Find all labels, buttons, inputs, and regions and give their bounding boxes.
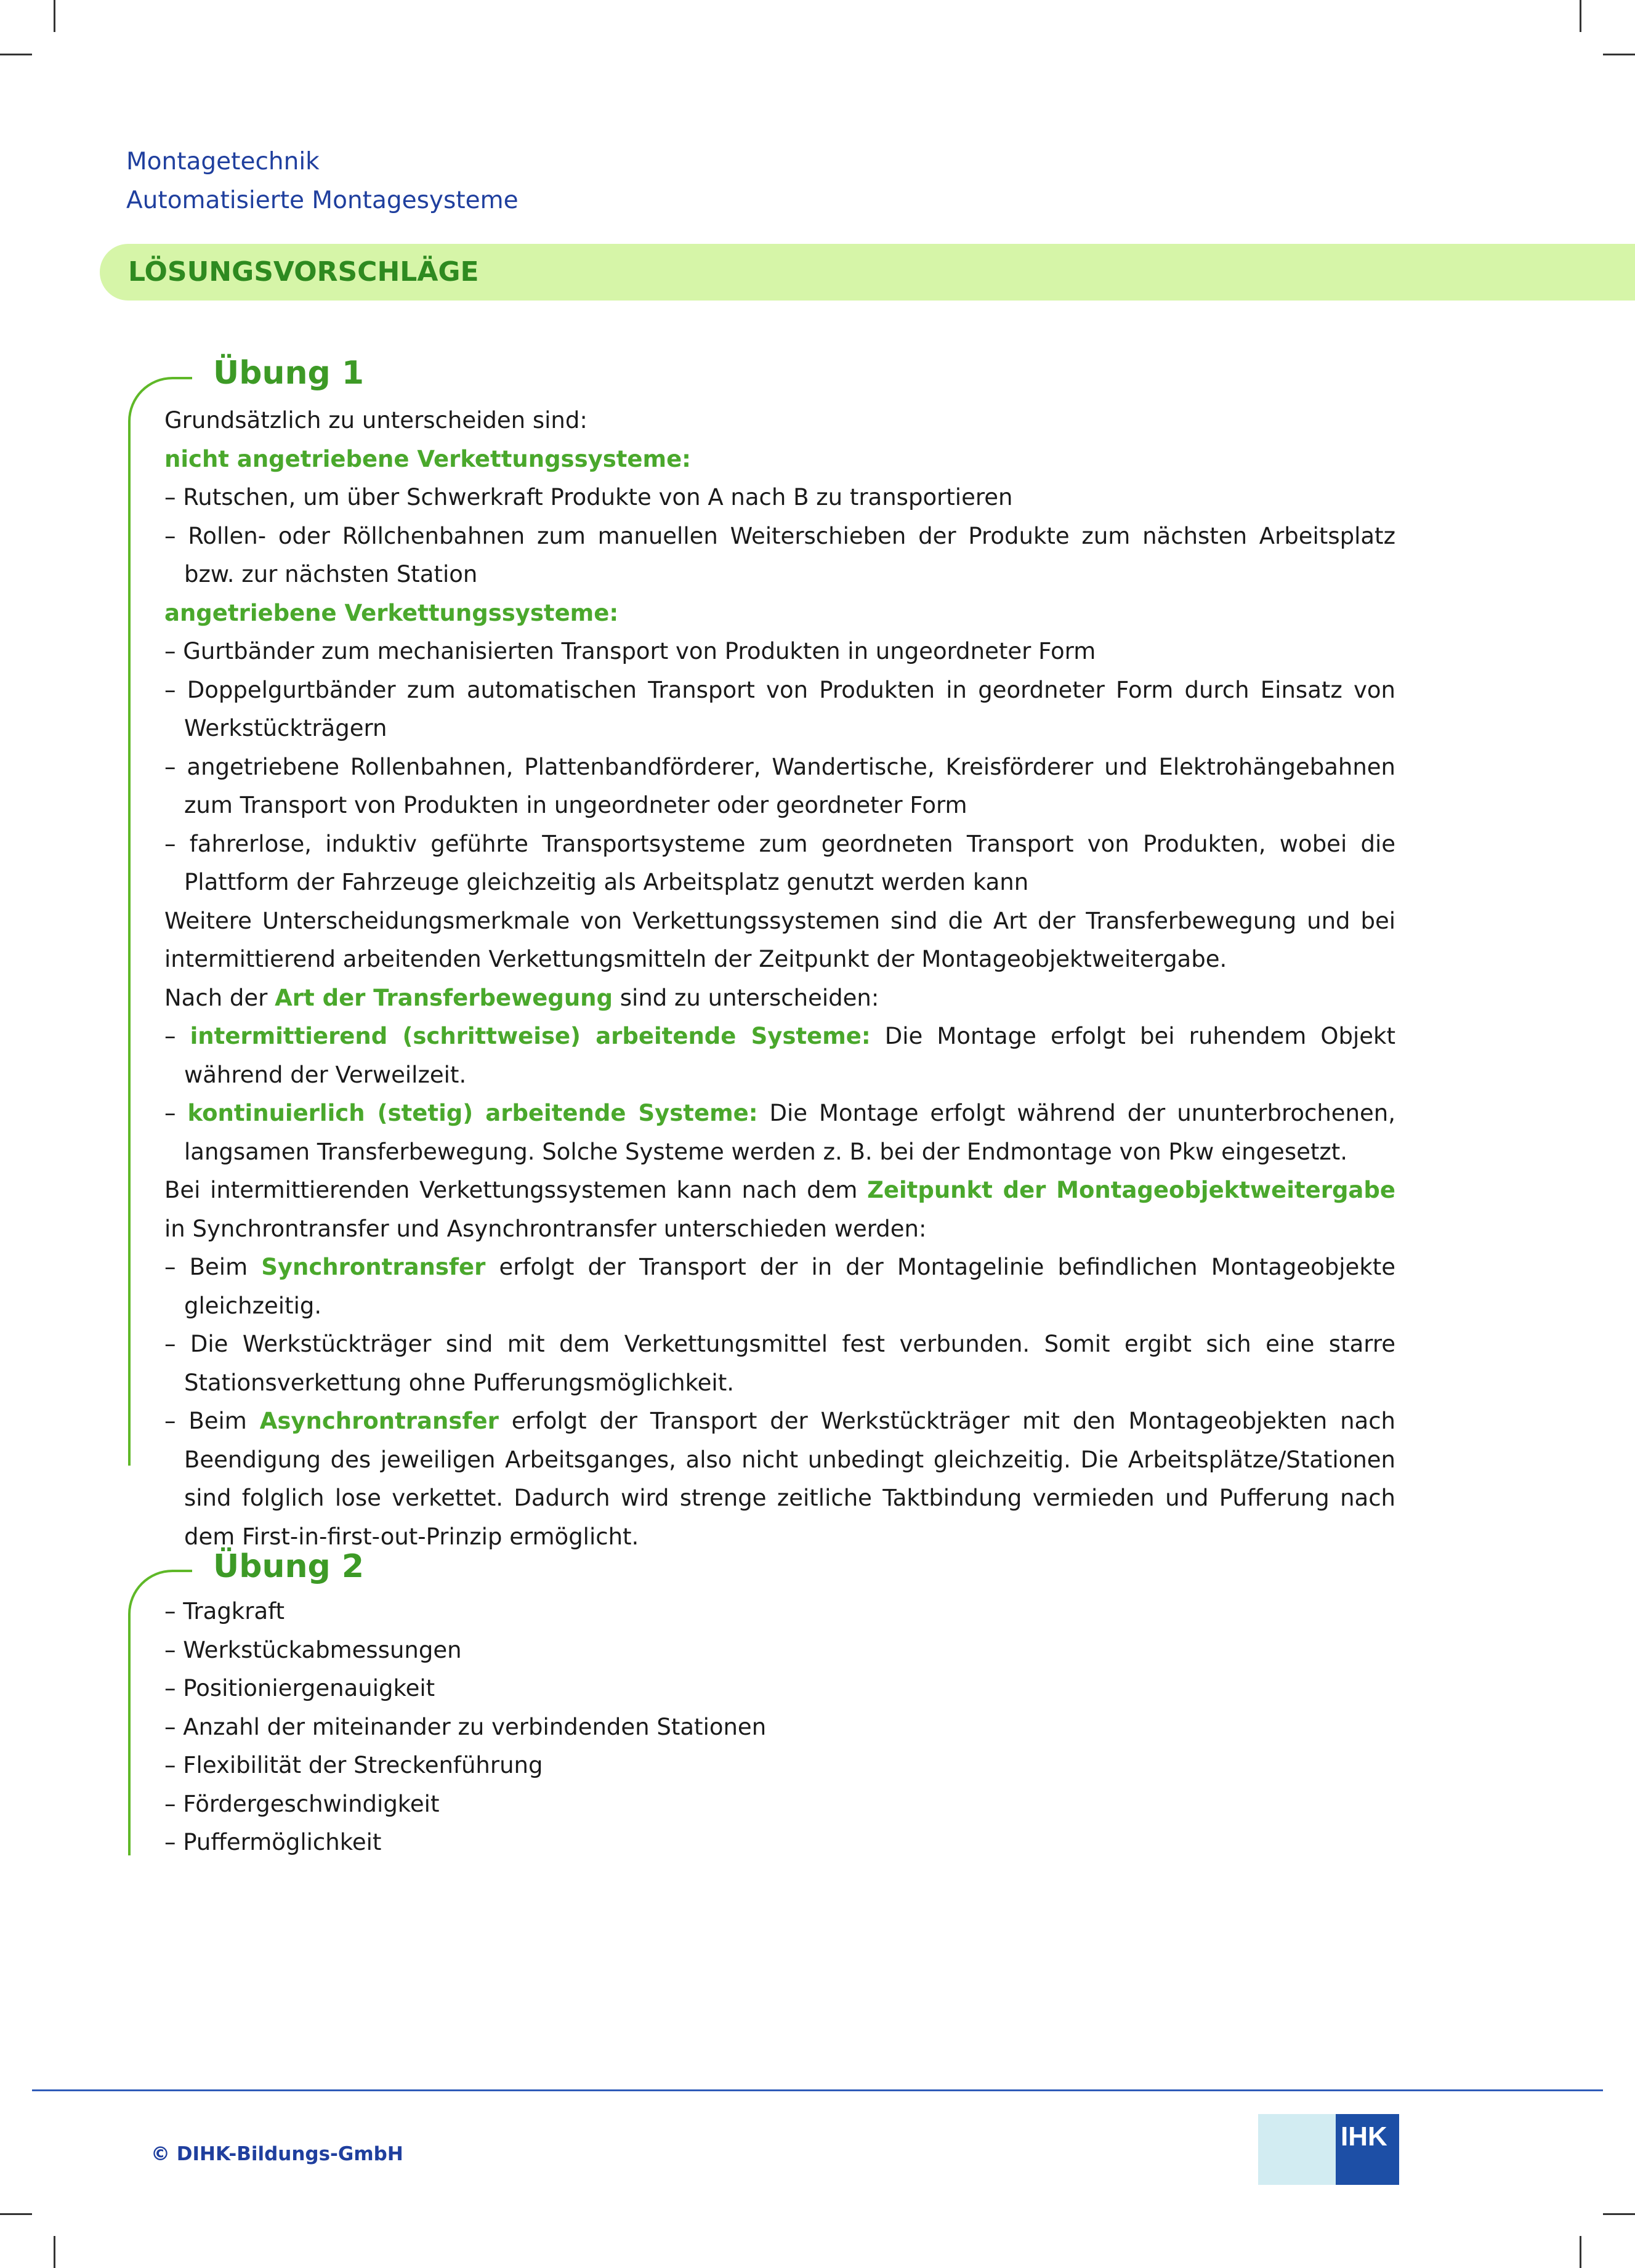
footer-divider [32, 2089, 1603, 2091]
list-item: – fahrerlose, induktiv geführte Transportsysteme zum geordneten Transport von Produkten, wobei die Plattform der Fahrzeuge gleichzeitig als Arbeitsplatz genutzt werden kann [164, 830, 1396, 895]
crop-mark [0, 2213, 32, 2215]
exercise1-paragraph: Weitere Unterscheidungsmerkmale von Verkettungssystemen sind die Art der Transferbewegung und bei intermittierend arbeitenden Verkettungsmitteln der Zeitpunkt der Montageobjektweitergabe. [164, 907, 1395, 972]
ihk-logo [1336, 2114, 1399, 2185]
exercise2-title: Übung 2 [213, 1548, 364, 1585]
list-item: – angetriebene Rollenbahnen, Plattenbandförderer, Wandertische, Kreisförderer und Elektrohängebahnen zum Transport von Produkten in ungeordneter oder geordneter Form [164, 753, 1395, 818]
list-item: – intermittierend (schrittweise) arbeitende Systeme: Die Montage erfolgt bei ruhendem Objekt während der Verweilzeit. [164, 1023, 1395, 1088]
list-item: – kontinuierlich (stetig) arbeitende Systeme: Die Montage erfolgt während der ununterbrochenen, langsamen Transferbewegung. Solche Systeme werden z. B. bei der Endmontage von Pkw eingesetzt. [164, 1100, 1395, 1165]
list-item: – Beim Asynchrontransfer erfolgt der Transport der Werkstückträger mit den Montageobjekten nach Beendigung des jeweiligen Arbeitsganges, also nicht unbedingt gleichzeitig. Die Arbeitsplätze/Stationen sind folglich lose verkettet. Dadurch wird strenge zeitliche Taktbindung vermieden und Pufferung nach dem First-in-first-out-Prinzip ermöglicht. [164, 1408, 1395, 1550]
crop-mark [1580, 2236, 1581, 2268]
header-topic: Automatisierte Montagesysteme [126, 187, 519, 214]
exercise1-intro: Grundsätzlich zu unterscheiden sind: [164, 407, 587, 434]
list-item: – Die Werkstückträger sind mit dem Verkettungsmittel fest verbunden. Somit ergibt sich eine starre Stationsverkettung ohne Pufferungsmöglichkeit. [164, 1331, 1395, 1396]
list-item: – Fördergeschwindigkeit [164, 1790, 440, 1817]
list-item: – Werkstückabmessungen [164, 1636, 462, 1663]
exercise1-heading-a: nicht angetriebene Verkettungssysteme: [164, 445, 691, 472]
crop-mark [54, 2236, 55, 2268]
banner-title: LÖSUNGSVORSCHLÄGE [128, 256, 479, 288]
exercise1-heading-b: angetriebene Verkettungssysteme: [164, 599, 619, 626]
header-subject: Montagetechnik [126, 148, 320, 176]
logo-accent [1258, 2114, 1336, 2185]
exercise1-title: Übung 1 [213, 355, 364, 392]
exercise1-body [164, 402, 1395, 1556]
exercise2-body [164, 1592, 1395, 1862]
logo-text: IHK [1341, 2121, 1387, 2152]
crop-mark [54, 0, 55, 32]
list-item: – Tragkraft [164, 1598, 285, 1624]
crop-mark [0, 54, 32, 55]
exercise2-bracket-line [128, 1618, 131, 1855]
list-item: – Anzahl der miteinander zu verbindenden Stationen [164, 1713, 767, 1740]
solutions-banner [100, 244, 1635, 301]
copyright: © DIHK-Bildungs-GmbH [151, 2143, 403, 2165]
list-item: – Rollen- oder Röllchenbahnen zum manuellen Weiterschieben der Produkte zum nächsten Arbeitsplatz bzw. zur nächsten Station [164, 522, 1395, 587]
exercise1-bracket-line [128, 425, 131, 1466]
list-item: – Gurtbänder zum mechanisierten Transport von Produkten in ungeordneter Form [164, 638, 1096, 664]
list-item: – Rutschen, um über Schwerkraft Produkte von A nach B zu transportieren [164, 484, 1013, 511]
crop-mark [1603, 2213, 1635, 2215]
crop-mark [1580, 0, 1581, 32]
exercise1-paragraph: Bei intermittierenden Verkettungssystemen kann nach dem Zeitpunkt der Montageobjektweitergabe in Synchrontransfer und Asynchrontransfer unterschieden werden: [164, 1177, 1395, 1242]
exercise1-paragraph: Nach der Art der Transferbewegung sind zu unterscheiden: [164, 984, 879, 1011]
list-item: – Positioniergenauigkeit [164, 1675, 435, 1701]
list-item: – Flexibilität der Streckenführung [164, 1752, 543, 1778]
list-item: – Beim Synchrontransfer erfolgt der Transport der in der Montagelinie befindlichen Montageobjekte gleichzeitig. [164, 1254, 1396, 1319]
list-item: – Doppelgurtbänder zum automatischen Transport von Produkten in geordneter Form durch Einsatz von Werkstückträgern [164, 676, 1395, 741]
crop-mark [1603, 54, 1635, 55]
list-item: – Puffermöglichkeit [164, 1829, 382, 1855]
